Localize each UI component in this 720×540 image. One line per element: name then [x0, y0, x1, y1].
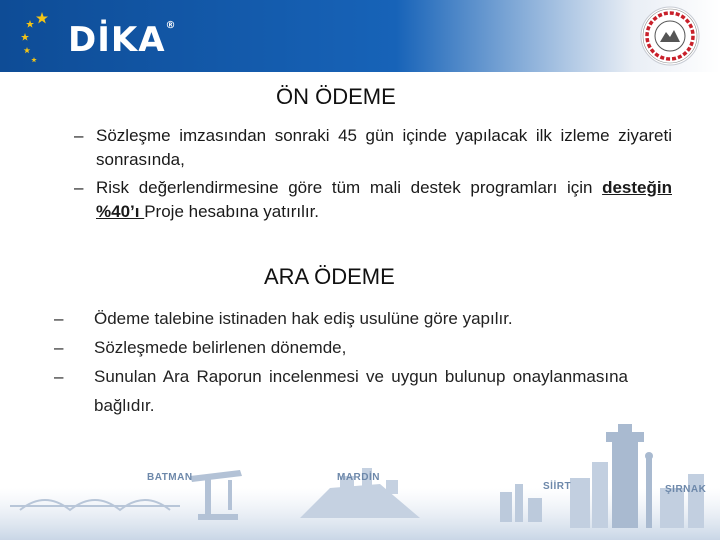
list-item-text: Sözleşmede belirlenen dönemde, [94, 338, 347, 357]
city-label-mardin: MARDİN [337, 472, 380, 483]
header-bar [0, 0, 720, 72]
dika-logo [20, 8, 177, 66]
list-item-text-end: Proje hesabına yatırılır. [144, 202, 320, 221]
list-item-text: Risk değerlendirmesine göre tüm mali destek programları için [96, 178, 603, 197]
on-odeme-title: ÖN ÖDEME [276, 84, 396, 109]
list-item-text: Sunulan Ara Raporun incelenmesi ve uygun bulunup onaylanmasına bağlıdır. [94, 367, 628, 415]
logo-text: DİKA® [68, 20, 177, 60]
star-ring-icon [20, 8, 64, 66]
list-item-text: Sözleşme imzasından sonraki 45 gün içinde yapılacak ilk izleme ziyareti sonrasında, [96, 126, 672, 169]
list-item [54, 304, 628, 333]
dash-bullet: – [54, 367, 64, 386]
ara-odeme-title: ARA ÖDEME [264, 264, 395, 289]
on-odeme-list [74, 124, 672, 228]
list-item [74, 124, 672, 172]
highlight-text: desteğin %40’ı [96, 178, 672, 221]
city-label-sirnak: ŞIRNAK [665, 484, 707, 495]
dash-bullet: – [74, 126, 84, 145]
ara-odeme-list [54, 304, 628, 420]
list-item [74, 176, 672, 224]
list-item-text: Ödeme talebine istinaden hak ediş usulüne göre yapılır. [94, 309, 513, 328]
list-item [54, 362, 628, 420]
dash-bullet: – [54, 338, 64, 357]
dash-bullet: – [54, 309, 64, 328]
chamber-seal-icon [640, 6, 700, 66]
city-label-batman: BATMAN [147, 472, 193, 483]
city-label-siirt: SİİRT [543, 481, 572, 492]
dash-bullet: – [74, 178, 84, 197]
list-item [54, 333, 628, 362]
